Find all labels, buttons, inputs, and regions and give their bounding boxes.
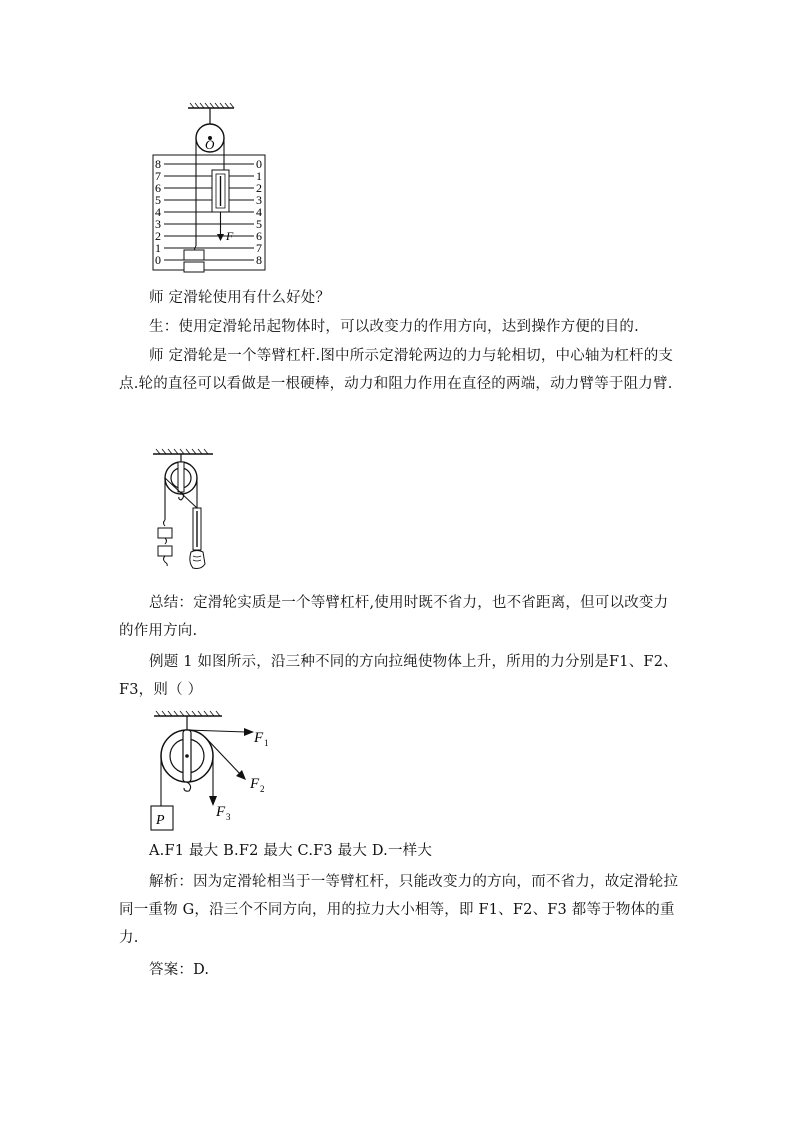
f3-label: F xyxy=(216,804,226,820)
pulley-label: O xyxy=(205,137,215,152)
paragraph-teacher-explanation: 师 定滑轮是一个等臂杠杆.图中所示定滑轮两边的力与轮相切，中心轴为杠杆的支点.轮的直径可以看做是一根硬棒，动力和阻力作用在直径的两端，动力臂等于阻力臂. xyxy=(119,348,674,392)
paragraph-teacher-question: 师 定滑轮使用有什么好处？ xyxy=(149,290,331,306)
f1-label: F xyxy=(254,730,264,746)
left-scale-1: 1 xyxy=(155,241,161,255)
force-label-F: F xyxy=(226,229,234,243)
left-scale-5: 5 xyxy=(155,193,161,207)
f2-subscript: 2 xyxy=(260,784,265,794)
left-scale-3: 3 xyxy=(155,217,161,231)
right-scale-1: 1 xyxy=(256,169,262,183)
paragraph-example-1: 例题 1 如图所示，沿三种不同的方向拉绳使物体上升，所用的力分别是F1、F2、F3，则（ ） xyxy=(119,654,678,698)
right-scale-4: 4 xyxy=(256,205,262,219)
right-scale-2: 2 xyxy=(256,181,262,195)
figure-three-forces xyxy=(148,710,288,835)
answer-options: A.F1 最大 B.F2 最大 C.F3 最大 D.一样大 xyxy=(149,843,433,859)
left-scale-4: 4 xyxy=(155,205,161,219)
right-scale-5: 5 xyxy=(256,217,262,231)
right-scale-6: 6 xyxy=(256,229,262,243)
f2-label: F xyxy=(250,776,260,792)
left-scale-0: 0 xyxy=(155,253,161,267)
paragraph-analysis: 解析：因为定滑轮相当于一等臂杠杆，只能改变力的方向，而不省力，故定滑轮拉同一重物 G，沿三个不同方向，用的拉力大小相等，即 F1、F2、F3 都等于物体的重力. xyxy=(119,874,679,946)
figure-pulley-spring-scale xyxy=(150,100,270,275)
paragraph-student-answer: 生：使用定滑轮吊起物体时，可以改变力的作用方向，达到操作方便的目的. xyxy=(149,319,639,335)
f3-subscript: 3 xyxy=(226,812,231,822)
right-scale-3: 3 xyxy=(256,193,262,207)
right-scale-0: 0 xyxy=(256,157,262,171)
left-scale-7: 7 xyxy=(155,169,161,183)
left-scale-8: 8 xyxy=(155,157,161,171)
paragraph-answer: 答案：D. xyxy=(149,962,210,978)
right-scale-7: 7 xyxy=(256,241,262,255)
left-scale-2: 2 xyxy=(155,229,161,243)
paragraph-summary: 总结：定滑轮实质是一个等臂杠杆,使用时既不省力，也不省距离，但可以改变力的作用方向. xyxy=(119,595,669,639)
block-label-P: P xyxy=(156,813,165,828)
left-scale-6: 6 xyxy=(155,181,161,195)
f1-subscript: 1 xyxy=(264,738,269,748)
right-scale-8: 8 xyxy=(256,253,262,267)
figure-pulley-hand-scale xyxy=(148,448,218,578)
